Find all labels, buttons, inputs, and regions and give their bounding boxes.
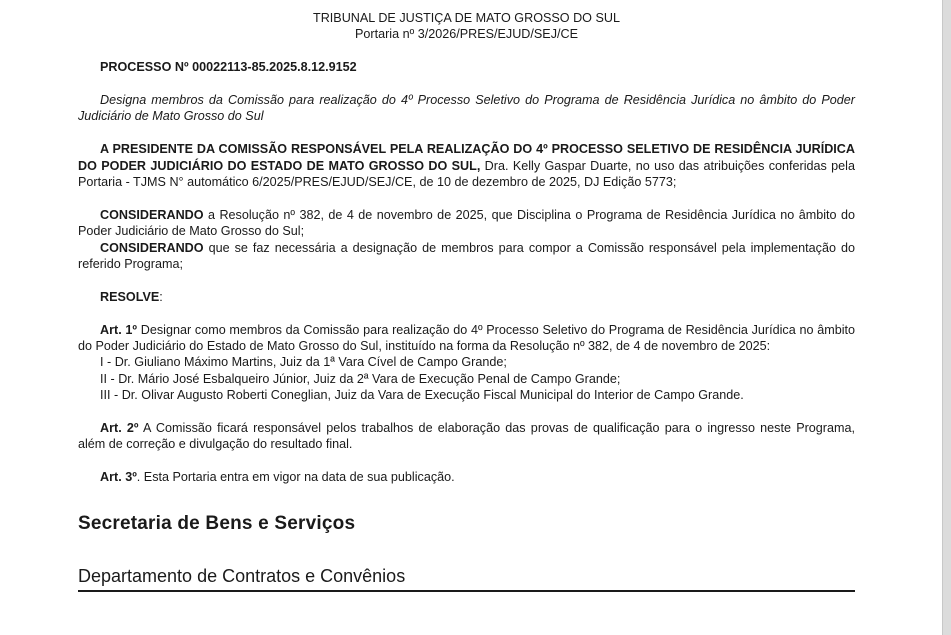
article-1 [78, 322, 855, 355]
article-3 [78, 469, 855, 485]
resolve-colon: : [159, 289, 163, 304]
article-2-label: Art. 2º [100, 421, 139, 436]
president-paragraph [78, 141, 855, 190]
vertical-scrollbar[interactable] [942, 0, 951, 635]
considerando-label: CONSIDERANDO [100, 207, 204, 222]
article-3-label: Art. 3º [100, 470, 137, 485]
article-1-label: Art. 1º [100, 322, 138, 337]
document-content [78, 10, 855, 592]
portaria-summary: Designa membros da Comissão para realização do 4º Processo Seletivo do Programa de Residência Jurídica no âmbito do Poder Judiciário de Mato Grosso do Sul [78, 93, 855, 124]
court-header: TRIBUNAL DE JUSTIÇA DE MATO GROSSO DO SUL [313, 11, 620, 25]
resolve-paragraph [78, 289, 855, 305]
article-2-text: A Comissão ficará responsável pelos trabalhos de elaboração das provas de qualificação para o ingresso neste Programa, além de correção e divulgação do resultado final. [78, 421, 855, 452]
article-3-text: . Esta Portaria entra em vigor na data de sua publicação. [136, 470, 455, 485]
process-number: PROCESSO Nº 00022113-85.2025.8.12.9152 [100, 60, 357, 75]
member-item: II - Dr. Mário José Esbalqueiro Júnior, Juiz da 2ª Vara de Execução Penal de Campo Grande; [100, 371, 621, 386]
president-text: Dra. Kelly Gaspar Duarte, no uso das atribuições conferidas pela Portaria - TJMS N° automático 6/2025/PRES/EJUD/SEJ/CE, de 10 de dezembro de 2025, DJ Edição 5773; [78, 158, 855, 190]
article-1-text: Designar como membros da Comissão para realização do 4º Processo Seletivo do Programa de Residência Jurídica no âmbito do Poder Judiciário do Estado de Mato Grosso do Sul, instituído na forma da Resolução nº 382, de 4 de novembro de 2025: [78, 322, 855, 354]
department-title: Departamento de Contratos e Convênios [78, 564, 855, 592]
member-item: I - Dr. Giuliano Máximo Martins, Juiz da 1ª Vara Cível de Campo Grande; [100, 355, 507, 370]
resolve-label: RESOLVE [100, 289, 160, 304]
considerando-text: a Resolução nº 382, de 4 de novembro de 2025, que Disciplina o Programa de Residência Jurídica no âmbito do Poder Judiciário de Mato Grosso do Sul; [78, 207, 855, 239]
member-item: III - Dr. Olivar Augusto Roberti Coneglian, Juiz da Vara de Execução Fiscal Municipal do Interior de Campo Grande. [100, 388, 744, 403]
article-2 [78, 420, 855, 453]
considerando-paragraph-2 [78, 240, 855, 273]
considerando-text: que se faz necessária a designação de membros para compor a Comissão responsável pela implementação do referido Programa; [78, 240, 855, 272]
considerando-paragraph-1 [78, 207, 855, 240]
considerando-label: CONSIDERANDO [100, 240, 204, 255]
section-title: Secretaria de Bens e Serviços [78, 512, 356, 534]
president-heading: A PRESIDENTE DA COMISSÃO RESPONSÁVEL PELA REALIZAÇÃO DO 4º PROCESSO SELETIVO DE RESIDÊNCIA JURÍDICA DO PODER JUDICIÁRIO DO ESTADO DE MATO GROSSO DO SUL, [78, 142, 855, 173]
portaria-number: Portaria nº 3/2026/PRES/EJUD/SEJ/CE [355, 27, 578, 42]
